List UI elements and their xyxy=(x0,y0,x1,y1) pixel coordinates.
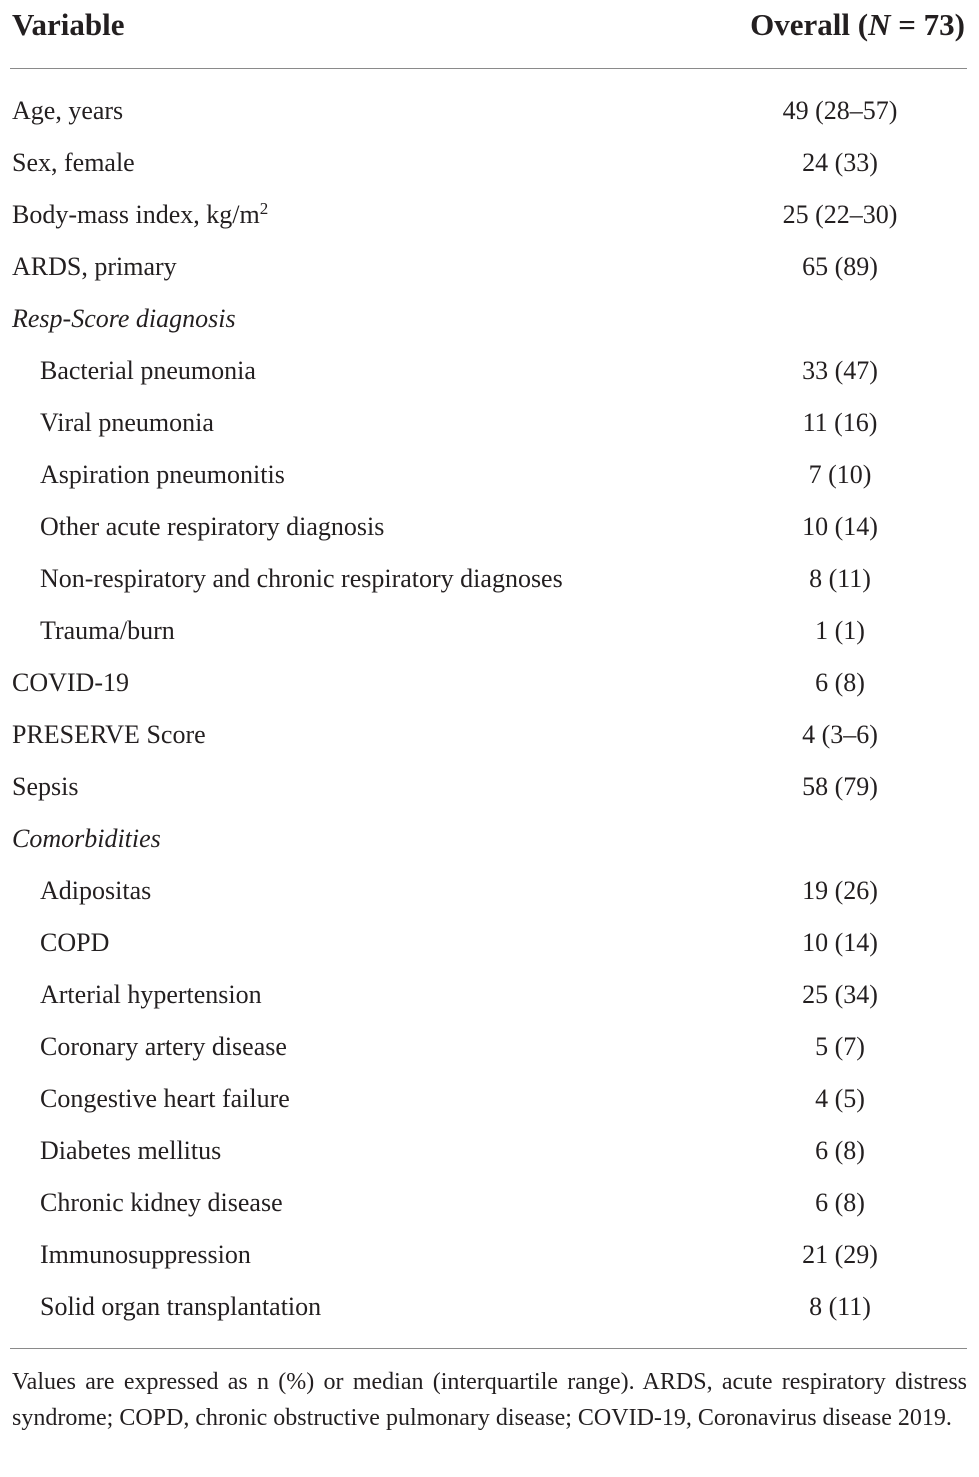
table-row xyxy=(0,1075,979,1127)
row-value: 8 (11) xyxy=(809,564,871,593)
table-header xyxy=(0,0,979,68)
table-row xyxy=(0,1023,979,1075)
row-value: 8 (11) xyxy=(809,1292,871,1321)
row-value: 25 (22–30) xyxy=(782,200,898,229)
row-value: 25 (34) xyxy=(802,980,878,1009)
row-label xyxy=(12,250,177,284)
section-label xyxy=(12,302,236,336)
table-row xyxy=(0,711,979,763)
row-label-text: Chronic kidney disease xyxy=(40,1188,283,1217)
row-label-text: Coronary artery disease xyxy=(40,1032,287,1061)
row-label xyxy=(12,666,129,700)
row-value: 24 (33) xyxy=(802,148,878,177)
table-row xyxy=(0,139,979,191)
row-label-text: Non-respiratory and chronic respiratory diagnoses xyxy=(40,564,563,593)
row-label-text: Congestive heart failure xyxy=(40,1084,290,1113)
table-row xyxy=(0,399,979,451)
section-row xyxy=(0,295,979,347)
row-label xyxy=(12,718,206,752)
table-row xyxy=(0,503,979,555)
row-label xyxy=(12,198,268,232)
row-label-text: Bacterial pneumonia xyxy=(40,356,256,385)
row-value: 4 (3–6) xyxy=(802,720,878,749)
row-value: 21 (29) xyxy=(802,1240,878,1269)
row-label-text: Sepsis xyxy=(12,772,79,801)
table-row xyxy=(0,1231,979,1283)
row-label xyxy=(40,978,262,1012)
row-label-text: Comorbidities xyxy=(12,824,161,853)
header-overall xyxy=(750,6,965,44)
header-divider xyxy=(10,68,967,69)
row-value: 58 (79) xyxy=(802,772,878,801)
row-value: 6 (8) xyxy=(815,668,865,697)
table-row xyxy=(0,1179,979,1231)
row-label-text: Arterial hypertension xyxy=(40,980,262,1009)
row-label-text: COVID-19 xyxy=(12,668,129,697)
row-value: 11 (16) xyxy=(802,408,878,437)
row-label xyxy=(40,354,256,388)
header-overall-suffix: = 73) xyxy=(890,7,965,42)
row-value: 65 (89) xyxy=(802,252,878,281)
row-label-text: Age, years xyxy=(12,96,124,125)
row-value: 7 (10) xyxy=(808,460,872,489)
row-value: 4 (5) xyxy=(815,1084,865,1113)
row-label-text: Viral pneumonia xyxy=(40,408,214,437)
row-value: 10 (14) xyxy=(802,512,878,541)
table-row xyxy=(0,451,979,503)
table-row xyxy=(0,659,979,711)
row-label-text: Diabetes mellitus xyxy=(40,1136,222,1165)
row-value: 19 (26) xyxy=(802,876,878,905)
row-value: 10 (14) xyxy=(802,928,878,957)
row-label-text: COPD xyxy=(40,928,110,957)
table-row xyxy=(0,243,979,295)
row-label-text: ARDS, primary xyxy=(12,252,177,281)
footer-divider xyxy=(10,1348,967,1349)
table-row xyxy=(0,763,979,815)
row-value: 49 (28–57) xyxy=(782,96,898,125)
header-variable: Variable xyxy=(12,7,125,42)
row-label xyxy=(40,926,109,960)
row-value: 1 (1) xyxy=(815,616,865,645)
row-label xyxy=(40,1030,287,1064)
row-value: 5 (7) xyxy=(815,1032,865,1061)
row-label-text: Aspiration pneumonitis xyxy=(40,460,285,489)
table-footnote: Values are expressed as n (%) or median (interquartile range). ARDS, acute respiratory distress syndrome; COPD, chronic obstructive pulmonary disease; COVID-19, Coronavirus disease 2019. xyxy=(12,1369,967,1431)
row-label-text: Adipositas xyxy=(40,876,152,905)
row-label-superscript: 2 xyxy=(259,199,269,218)
row-value: 6 (8) xyxy=(815,1136,865,1165)
row-label xyxy=(12,94,123,128)
table-row xyxy=(0,347,979,399)
row-label-text: Other acute respiratory diagnosis xyxy=(40,512,385,541)
row-label-text: Solid organ transplantation xyxy=(40,1292,322,1321)
row-label-text: Immunosuppression xyxy=(40,1240,251,1269)
row-label xyxy=(40,1238,251,1272)
row-label xyxy=(40,562,563,596)
row-label xyxy=(40,458,285,492)
table-body xyxy=(0,87,979,1335)
row-label xyxy=(40,406,214,440)
table-row xyxy=(0,1283,979,1335)
section-row xyxy=(0,815,979,867)
row-label xyxy=(12,146,135,180)
section-label xyxy=(12,822,161,856)
header-overall-n: N xyxy=(868,7,891,42)
row-label xyxy=(12,770,78,804)
table-row xyxy=(0,191,979,243)
row-label-text: Body-mass index, kg/m xyxy=(12,200,260,229)
row-label xyxy=(40,1290,321,1324)
row-label xyxy=(40,1134,221,1168)
row-label xyxy=(40,874,151,908)
table-row xyxy=(0,607,979,659)
row-label-text: Resp-Score diagnosis xyxy=(12,304,236,333)
row-label xyxy=(40,510,384,544)
row-value: 6 (8) xyxy=(815,1188,865,1217)
table-row xyxy=(0,555,979,607)
table-row xyxy=(0,971,979,1023)
row-label xyxy=(40,1082,290,1116)
row-label xyxy=(40,614,175,648)
row-label-text: Sex, female xyxy=(12,148,135,177)
row-value: 33 (47) xyxy=(802,356,878,385)
table-row xyxy=(0,919,979,971)
table-row xyxy=(0,867,979,919)
table-row xyxy=(0,1127,979,1179)
row-label-text: Trauma/burn xyxy=(40,616,175,645)
row-label-text: PRESERVE Score xyxy=(12,720,206,749)
header-overall-prefix: Overall ( xyxy=(750,7,869,42)
row-label xyxy=(40,1186,283,1220)
table-row xyxy=(0,87,979,139)
